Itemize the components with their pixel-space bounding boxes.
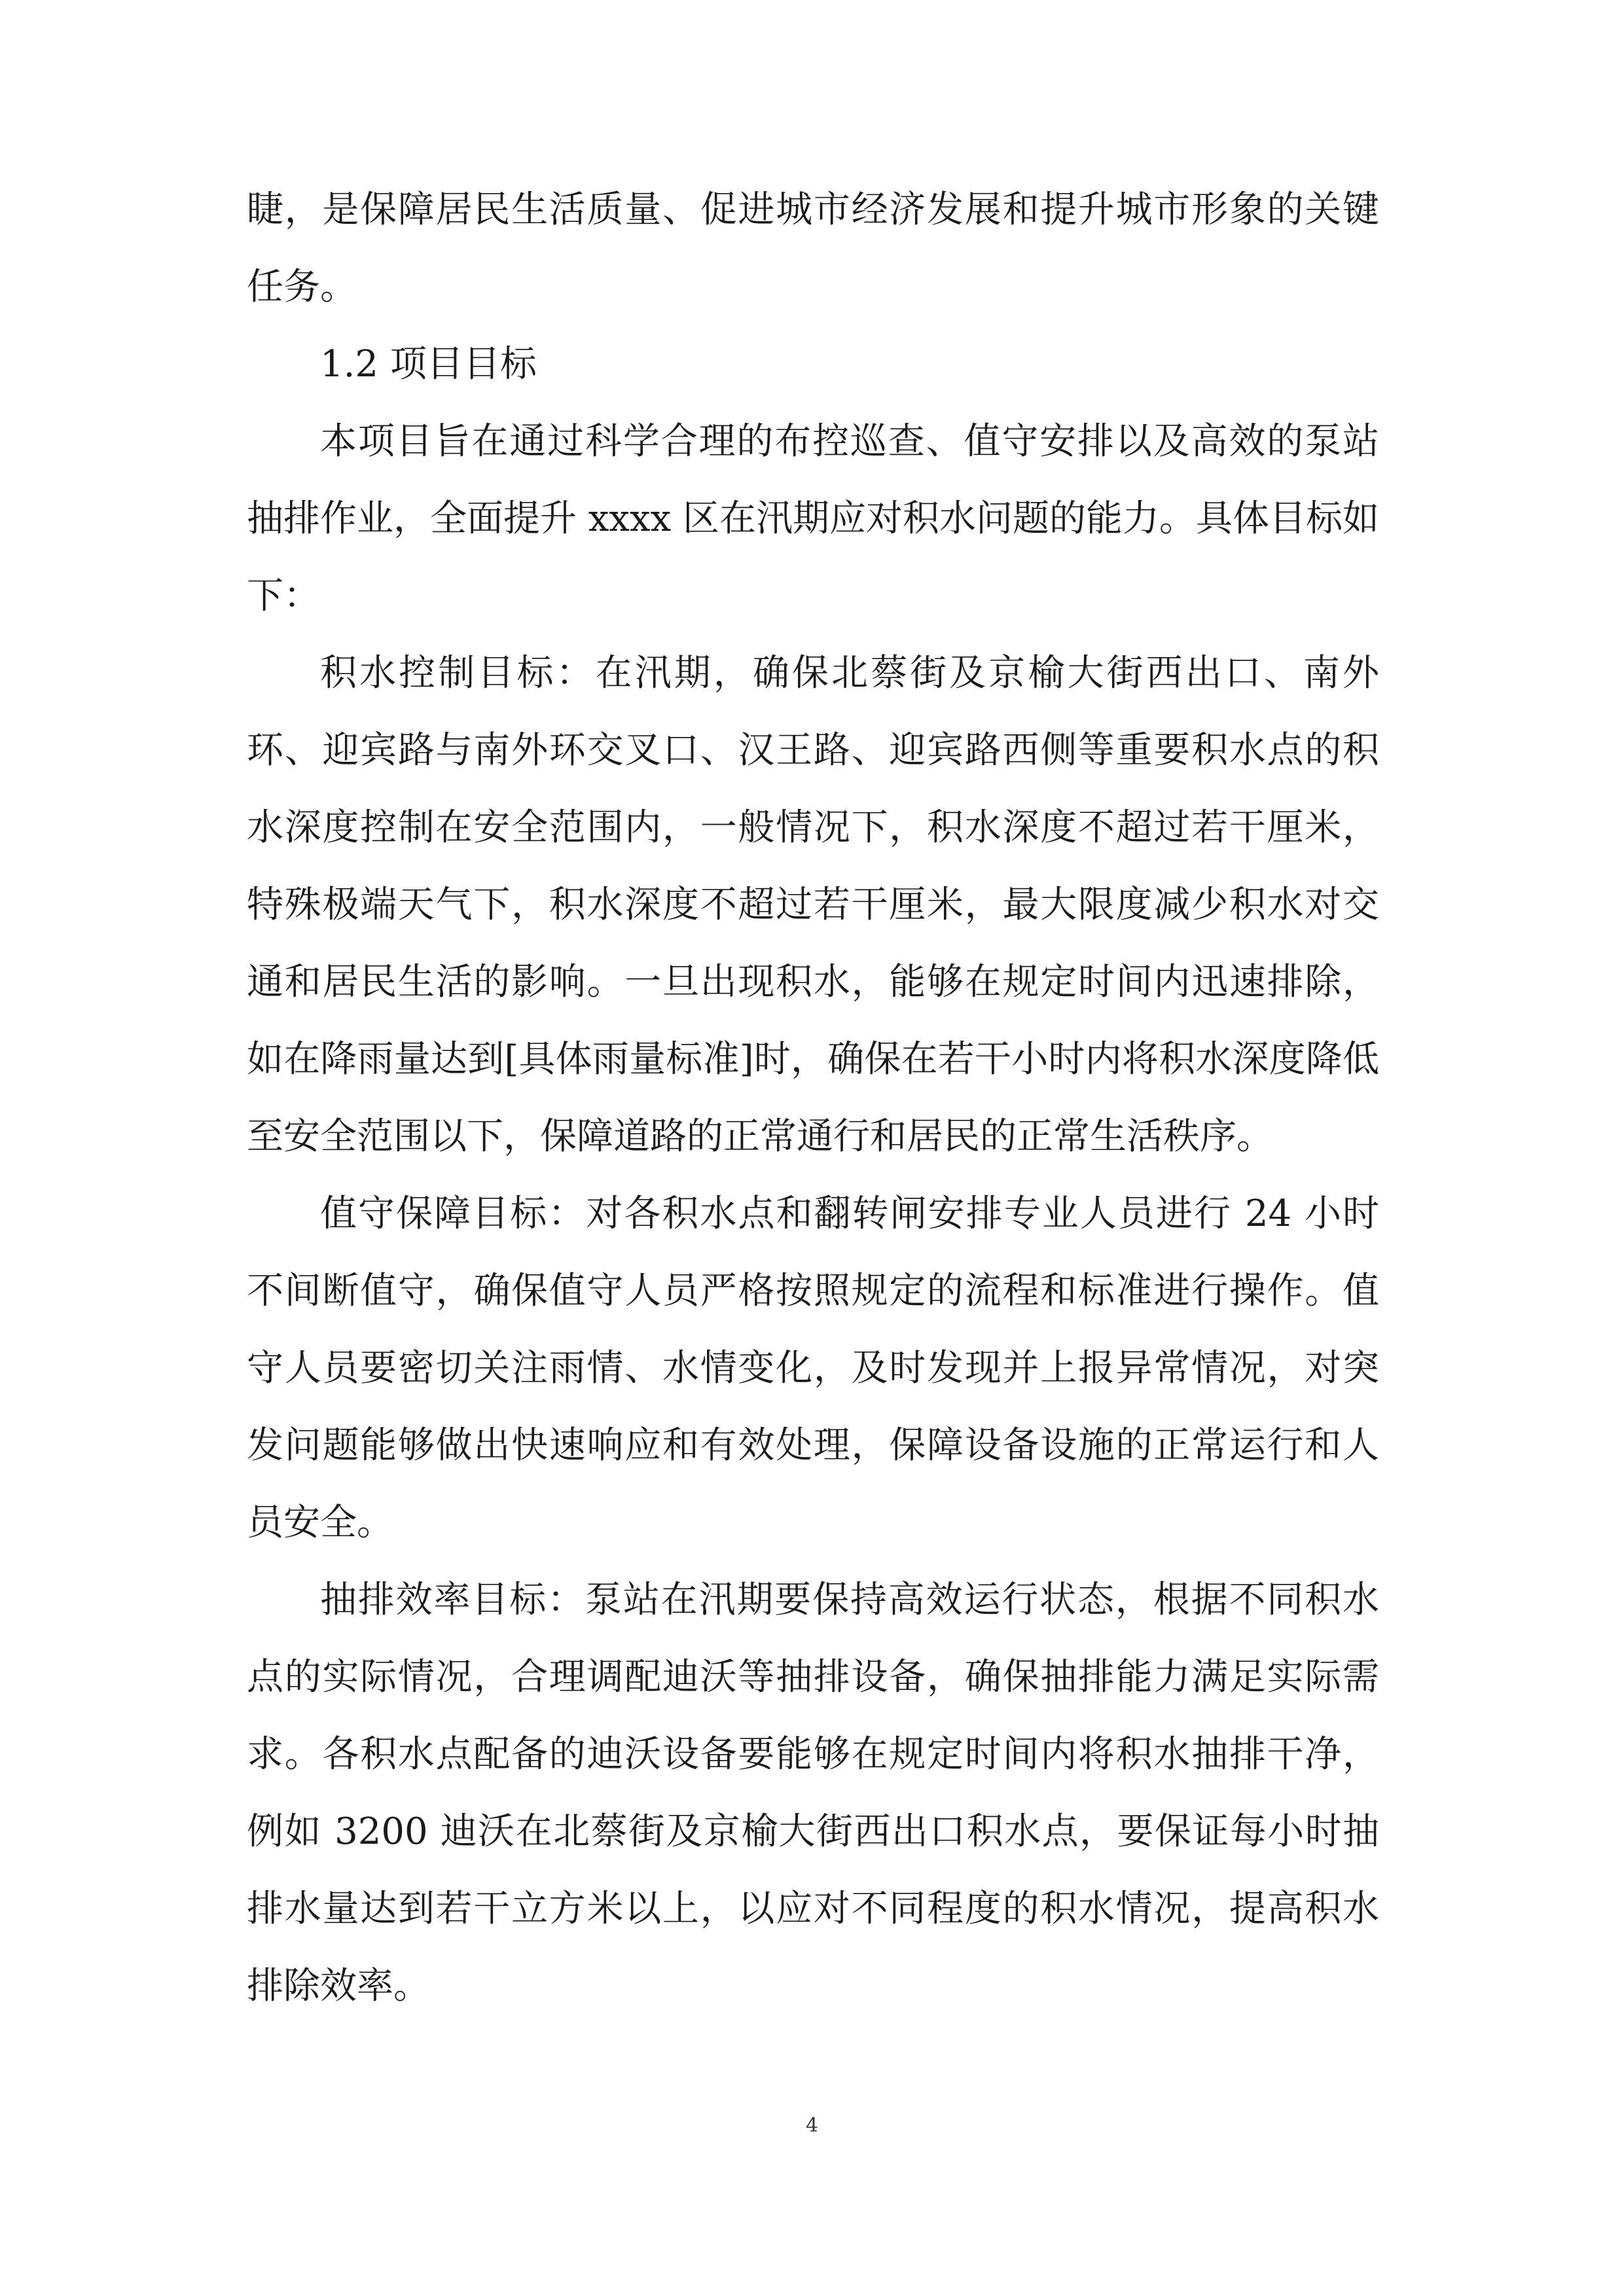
pumping-efficiency-paragraph: 抽排效率目标：泵站在汛期要保持高效运行状态，根据不同积水点的实际情况，合理调配迪沃等抽排设备，确保抽排能力满足实际需求。各积水点配备的迪沃设备要能够在规定时间内将积水抽排干净，例如 3200 迪沃在北蔡街及京榆大街西出口积水点，要保证每小时抽排水量达到若干立方米以上，以应对不同程度的积水情况，提高积水排除效率。	[247, 1579, 1379, 2007]
page-content	[247, 171, 1379, 2025]
section-heading: 1.2 项目目标	[320, 343, 537, 386]
water-control-paragraph: 积水控制目标：在汛期，确保北蔡街及京榆大街西出口、南外环、迎宾路与南外环交叉口、汉王路、迎宾路西侧等重要积水点的积水深度控制在安全范围内，一般情况下，积水深度不超过若干厘米，特殊极端天气下，积水深度不超过若干厘米，最大限度减少积水对交通和居民生活的影响。一旦出现积水，能够在规定时间内迅速排除，如在降雨量达到[具体雨量标准]时，确保在若干小时内将积水深度降低至安全范围以下，保障道路的正常通行和居民的正常生活秩序。	[247, 652, 1379, 1158]
duty-guarantee-paragraph: 值守保障目标：对各积水点和翻转闸安排专业人员进行 24 小时不间断值守，确保值守人员严格按照规定的流程和标准进行操作。值守人员要密切关注雨情、水情变化，及时发现并上报异常情况，对突发问题能够做出快速响应和有效处理，保障设备设施的正常运行和人员安全。	[247, 1193, 1379, 1544]
page-number: 4	[805, 2114, 819, 2137]
continuation-paragraph: 睫，是保障居民生活质量、促进城市经济发展和提升城市形象的关键任务。	[247, 188, 1379, 308]
intro-paragraph: 本项目旨在通过科学合理的布控巡查、值守安排以及高效的泵站抽排作业，全面提升 xxxx 区在汛期应对积水问题的能力。具体目标如下：	[247, 420, 1379, 617]
